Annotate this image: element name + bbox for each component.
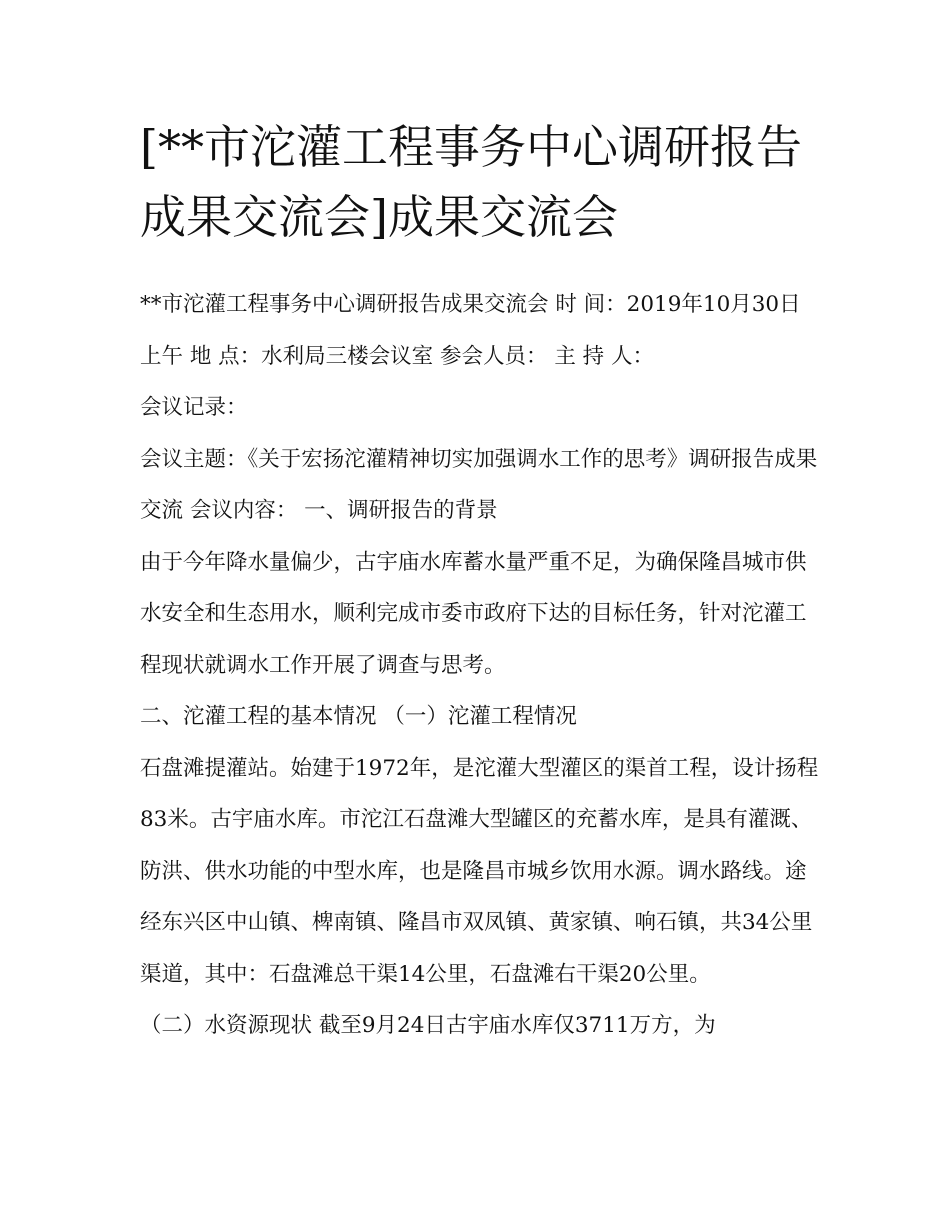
- paragraph-background: 由于今年降水量偏少，古宇庙水库蓄水量严重不足，为确保隆昌城市供水安全和生态用水，顺利完成市委市政府下达的目标任务，针对沱灌工程现状就调水工作开展了调查与思考。: [140, 549, 807, 678]
- paragraph-meeting-record: 会议记录：: [140, 395, 248, 420]
- document-body: [140, 279, 820, 1052]
- paragraph-meeting-topic: 会议主题：《关于宏扬沱灌精神切实加强调水工作的思考》调研报告成果交流 会议内容： 一、调研报告的背景: [140, 446, 818, 523]
- document-title: [**市沱灌工程事务中心调研报告成果交流会]成果交流会: [140, 120, 802, 244]
- paragraph-project-details: 石盘滩提灌站。始建于1972年，是沱灌大型灌区的渠首工程，设计扬程83米。古宇庙水库。市沱江石盘滩大型罐区的充蓄水库，是具有灌溉、防洪、供水功能的中型水库，也是隆昌市城乡饮用水源。调水路线。途经东兴区中山镇、椑南镇、隆昌市双凤镇、黄家镇、响石镇，共34公里渠道，其中：石盘滩总干渠14公里，石盘滩右干渠20公里。: [140, 755, 819, 987]
- paragraph-water-resources: （二）水资源现状 截至9月24日古宇庙水库仅3711万方，为: [140, 1013, 716, 1038]
- paragraph-meeting-info: **市沱灌工程事务中心调研报告成果交流会 时 间：2019年10月30日上午 地 点：水利局三楼会议室 参会人员： 主 持 人：: [140, 292, 801, 369]
- paragraph-section-two-heading: 二、沱灌工程的基本情况 （一）沱灌工程情况: [140, 704, 577, 729]
